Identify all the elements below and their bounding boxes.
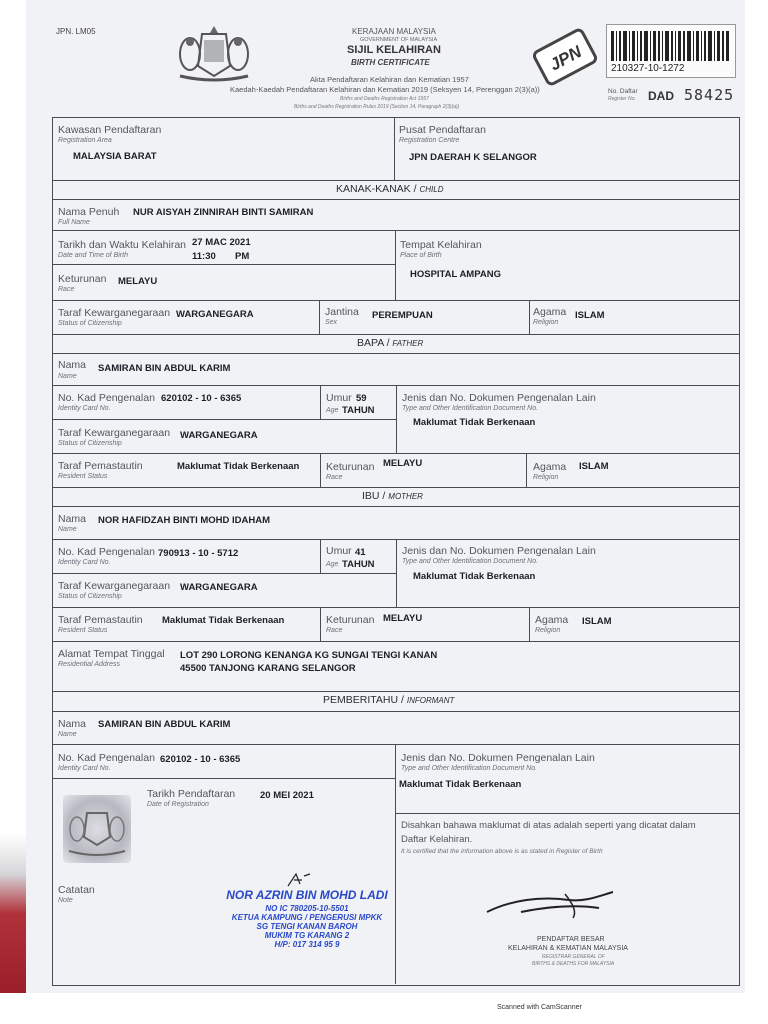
mother-doc-sub: Type and Other Identification Document No. [402, 558, 539, 565]
mother-age-sub: Age [326, 561, 339, 568]
registration-area-sub: Registration Area [58, 137, 112, 144]
child-dob-sub: Date and Time of Birth [58, 252, 128, 259]
register-number: 58425 [684, 86, 735, 104]
father-doc-value: Maklumat Tidak Berkenaan [413, 417, 536, 428]
svg-text:JPN: JPN [546, 42, 585, 75]
child-name-sub: Full Name [58, 219, 90, 226]
mother-religion-value: ISLAM [582, 616, 612, 627]
father-age-label: Umur [326, 392, 352, 404]
child-citizenship-label: Taraf Kewarganegaraan [58, 307, 171, 319]
registrar-signature-icon [481, 886, 631, 922]
father-race-label: Keturunan [326, 461, 375, 473]
child-race-value: MELAYU [118, 276, 158, 287]
informant-ic-sub: Identity Card No. [58, 765, 111, 772]
child-pob-value: HOSPITAL AMPANG [410, 269, 501, 280]
mother-citizenship-sub: Status of Citizenship [58, 593, 122, 600]
mother-doc-label: Jenis dan No. Dokumen Pengenalan Lain [402, 545, 596, 557]
informant-doc-sub: Type and Other Identification Document No. [401, 765, 538, 772]
registration-date-sub: Date of Registration [147, 801, 209, 808]
mother-name-value: NOR HAFIDZAH BINTI MOHD IDAHAM [98, 515, 271, 526]
section-informant: PEMBERITAHU / INFORMANT [323, 694, 455, 706]
section-child: KANAK-KANAK / CHILD [336, 183, 444, 195]
child-dob-date: 27 MAC 2021 [192, 237, 251, 248]
stamp-line-2: NO IC 780205-10-5501 [265, 904, 349, 913]
informant-ic-label: No. Kad Pengenalan [58, 752, 155, 764]
father-citizenship-value: WARGANEGARA [180, 430, 258, 441]
father-race-sub: Race [326, 474, 343, 481]
act-line-2: Kaedah-Kaedah Pendaftaran Kelahiran dan Kematian 2019 (Seksyen 14, Perenggan 2(3)(a)) [230, 85, 540, 94]
scanner-watermark: Scanned with CamScanner [497, 1004, 582, 1011]
mother-race-value: MELAYU [383, 613, 423, 624]
registration-centre-value: JPN DAERAH K SELANGOR [409, 152, 537, 163]
child-name-label: Nama Penuh [58, 206, 120, 218]
register-prefix: DAD [648, 89, 674, 103]
mother-resident-value: Maklumat Tidak Berkenaan [162, 615, 285, 626]
child-sex-value: PEREMPUAN [372, 310, 433, 321]
mother-name-label: Nama [58, 513, 87, 525]
registration-area-label: Kawasan Pendaftaran [58, 124, 162, 136]
mother-religion-label: Agama [535, 614, 569, 626]
village-head-stamp [212, 888, 402, 949]
father-citizenship-label: Taraf Kewarganegaraan [58, 427, 171, 439]
child-dob-time: 11:30 [192, 251, 216, 262]
father-resident-value: Maklumat Tidak Berkenaan [177, 461, 300, 472]
certification-en: It is certified that the information above is as stated in Register of Birth [401, 848, 603, 855]
registration-seal [63, 795, 131, 863]
father-age-value: 59 [356, 393, 367, 404]
address-line-2: 45500 TANJONG KARANG SELANGOR [180, 663, 356, 674]
child-race-sub: Race [58, 286, 75, 293]
father-ic-value: 620102 - 10 - 6365 [161, 393, 242, 404]
address-line-1: LOT 290 LORONG KENANGA KG SUNGAI TENGI KANAN [180, 650, 438, 661]
child-religion-label: Agama [533, 306, 567, 318]
act-line-4: Births and Deaths Registration Rules 2019 (Section 14, Paragraph 2(3)(a)) [294, 104, 460, 110]
mother-age-value: 41 [355, 547, 366, 558]
child-sex-label: Jantina [325, 306, 359, 318]
birth-certificate-page [26, 0, 745, 993]
coat-of-arms-icon [172, 24, 256, 86]
informant-name-value: SAMIRAN BIN ABDUL KARIM [98, 719, 231, 730]
registrar-line-2: KELAHIRAN & KEMATIAN MALAYSIA [508, 945, 628, 952]
mother-citizenship-value: WARGANEGARA [180, 582, 258, 593]
child-dob-label: Tarikh dan Waktu Kelahiran [58, 239, 187, 251]
certification-line-1: Disahkan bahawa maklumat di atas adalah seperti yang dicatat dalam [401, 820, 696, 831]
father-name-sub: Name [58, 373, 77, 380]
address-sub: Residential Address [58, 661, 120, 668]
act-line-1: Akta Pendaftaran Kelahiran dan Kematian 1957 [310, 75, 469, 84]
government-line-en: GOVERNMENT OF MALAYSIA [360, 37, 438, 43]
registration-area-value: MALAYSIA BARAT [73, 151, 157, 162]
child-pob-sub: Place of Birth [400, 252, 442, 259]
section-mother: IBU / MOTHER [362, 490, 423, 502]
child-religion-sub: Religion [533, 319, 559, 326]
father-religion-label: Agama [533, 461, 567, 473]
father-doc-label: Jenis dan No. Dokumen Pengenalan Lain [402, 392, 596, 404]
mother-resident-sub: Resident Status [58, 627, 108, 634]
register-no-sub: Register No. [608, 96, 636, 102]
certificate-title-en: BIRTH CERTIFICATE [351, 58, 430, 67]
informant-doc-label: Jenis dan No. Dokumen Pengenalan Lain [401, 752, 595, 764]
stamp-line-5: MUKIM TG KARANG 2 [264, 931, 350, 940]
informant-name-sub: Name [58, 731, 77, 738]
father-citizenship-sub: Status of Citizenship [58, 440, 122, 447]
mother-ic-value: 790913 - 10 - 5712 [158, 548, 239, 559]
stamp-initial-mark-icon [284, 870, 314, 890]
address-label: Alamat Tempat Tinggal [58, 648, 165, 660]
mother-age-unit: TAHUN [342, 559, 375, 570]
mother-religion-sub: Religion [535, 627, 561, 634]
barcode-number: 210327-10-1272 [611, 63, 685, 74]
father-ic-label: No. Kad Pengenalan [58, 392, 155, 404]
father-name-label: Nama [58, 359, 87, 371]
certificate-title: SIJIL KELAHIRAN [347, 44, 441, 56]
mother-citizenship-label: Taraf Kewarganegaraan [58, 580, 171, 592]
father-doc-sub: Type and Other Identification Document No. [402, 405, 539, 412]
informant-ic-value: 620102 - 10 - 6365 [160, 754, 241, 765]
child-citizenship-value: WARGANEGARA [176, 309, 254, 320]
barcode-icon [609, 31, 733, 63]
stamp-line-3: KETUA KAMPUNG / PENGERUSI MPKK [231, 913, 383, 922]
father-age-unit: TAHUN [342, 405, 375, 416]
certification-line-2: Daftar Kelahiran. [401, 834, 473, 845]
father-religion-value: ISLAM [579, 461, 609, 472]
registrar-line-4: BIRTHS & DEATHS FOR MALAYSIA [532, 961, 615, 967]
government-line: KERAJAAN MALAYSIA [352, 27, 436, 36]
registrar-line-3: REGISTRAR GENERAL OF [542, 954, 605, 960]
mother-race-label: Keturunan [326, 614, 375, 626]
mother-doc-value: Maklumat Tidak Berkenaan [413, 571, 536, 582]
note-sub: Note [58, 897, 73, 904]
mother-resident-label: Taraf Pemastautin [58, 614, 143, 626]
registration-date-value: 20 MEI 2021 [260, 790, 314, 801]
seal-arms-icon [63, 795, 131, 863]
registrar-line-1: PENDAFTAR BESAR [537, 936, 605, 943]
informant-doc-value: Maklumat Tidak Berkenaan [399, 779, 522, 790]
father-ic-sub: Identity Card No. [58, 405, 111, 412]
barcode-box [606, 24, 736, 78]
registration-centre-sub: Registration Centre [399, 137, 460, 144]
child-religion-value: ISLAM [575, 310, 605, 321]
child-dob-ampm: PM [235, 251, 250, 262]
father-resident-label: Taraf Pemastautin [58, 460, 143, 472]
father-religion-sub: Religion [533, 474, 559, 481]
stamp-line-4: SG TENGI KANAN BAROH [256, 922, 358, 931]
form-code: JPN. LM05 [56, 27, 96, 36]
stamp-line-1: NOR AZRIN BIN MOHD LADI [226, 888, 388, 902]
father-age-sub: Age [326, 407, 339, 414]
mother-name-sub: Name [58, 526, 77, 533]
mother-age-label: Umur [326, 545, 352, 557]
mother-ic-sub: Identity Card No. [58, 559, 111, 566]
registration-centre-label: Pusat Pendaftaran [399, 124, 486, 136]
act-line-3: Births and Deaths Registration Act 1957 [340, 96, 429, 102]
informant-name-label: Nama [58, 718, 87, 730]
registration-date-label: Tarikh Pendaftaran [147, 788, 236, 800]
mother-ic-label: No. Kad Pengenalan [58, 546, 155, 558]
page-edge-strip [0, 0, 26, 993]
section-father: BAPA / FATHER [357, 337, 424, 349]
father-race-value: MELAYU [383, 458, 423, 469]
child-citizenship-sub: Status of Citizenship [58, 320, 122, 327]
child-sex-sub: Sex [325, 319, 338, 326]
note-label: Catatan [58, 884, 95, 896]
child-name-value: NUR AISYAH ZINNIRAH BINTI SAMIRAN [133, 207, 314, 218]
jpn-logo-icon [528, 28, 602, 86]
register-no-label: No. Daftar [608, 88, 638, 95]
mother-race-sub: Race [326, 627, 343, 634]
father-name-value: SAMIRAN BIN ABDUL KARIM [98, 363, 231, 374]
stamp-line-6: H/P: 017 314 95 9 [274, 940, 340, 949]
child-pob-label: Tempat Kelahiran [400, 239, 482, 251]
father-resident-sub: Resident Status [58, 473, 108, 480]
child-race-label: Keturunan [58, 273, 107, 285]
